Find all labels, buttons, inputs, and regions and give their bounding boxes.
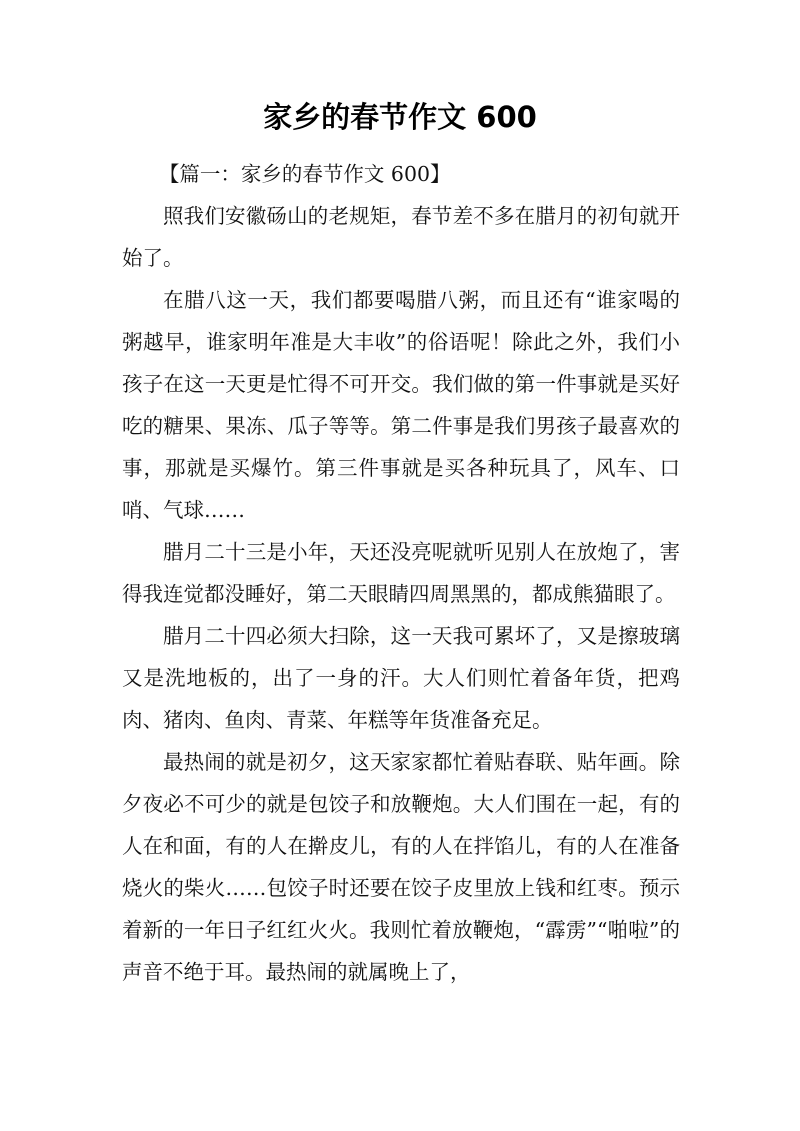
section-heading: 【篇一：家乡的春节作文 600】	[158, 162, 451, 186]
paragraph-4: 腊月二十四必须大扫除，这一天我可累坏了，又是擦玻璃又是洗地板的，出了一身的汗。大人们则忙着备年货，把鸡肉、猪肉、鱼肉、青菜、年糕等年货准备充足。	[122, 624, 680, 732]
document-title: 家乡的春节作文 600	[263, 100, 537, 134]
paragraph-5: 最热闹的就是初夕，这天家家都忙着贴春联、贴年画。除夕夜必不可少的就是包饺子和放鞭炮。大人们围在一起，有的人在和面，有的人在擀皮儿，有的人在拌馅儿，有的人在准备烧火的柴火……包饺子时还要在饺子皮里放上钱和红枣。预示着新的一年日子红红火火。我则忙着放鞭炮，“霹雳”“啪啦”的声音不绝于耳。最热闹的就属晚上了，	[122, 750, 680, 984]
document-body	[122, 153, 680, 993]
paragraph-1: 照我们安徽砀山的老规矩，春节差不多在腊月的初旬就开始了。	[122, 204, 680, 270]
paragraph-3: 腊月二十三是小年，天还没亮呢就听见别人在放炮了，害得我连觉都没睡好，第二天眼睛四周黑黑的，都成熊猫眼了。	[122, 540, 680, 606]
paragraph-2: 在腊八这一天，我们都要喝腊八粥，而且还有“谁家喝的粥越早，谁家明年准是大丰收”的俗语呢！除此之外，我们小孩子在这一天更是忙得不可开交。我们做的第一件事就是买好吃的糖果、果冻、瓜子等等。第二件事是我们男孩子最喜欢的事，那就是买爆竹。第三件事就是买各种玩具了，风车、口哨、气球……	[122, 288, 680, 522]
